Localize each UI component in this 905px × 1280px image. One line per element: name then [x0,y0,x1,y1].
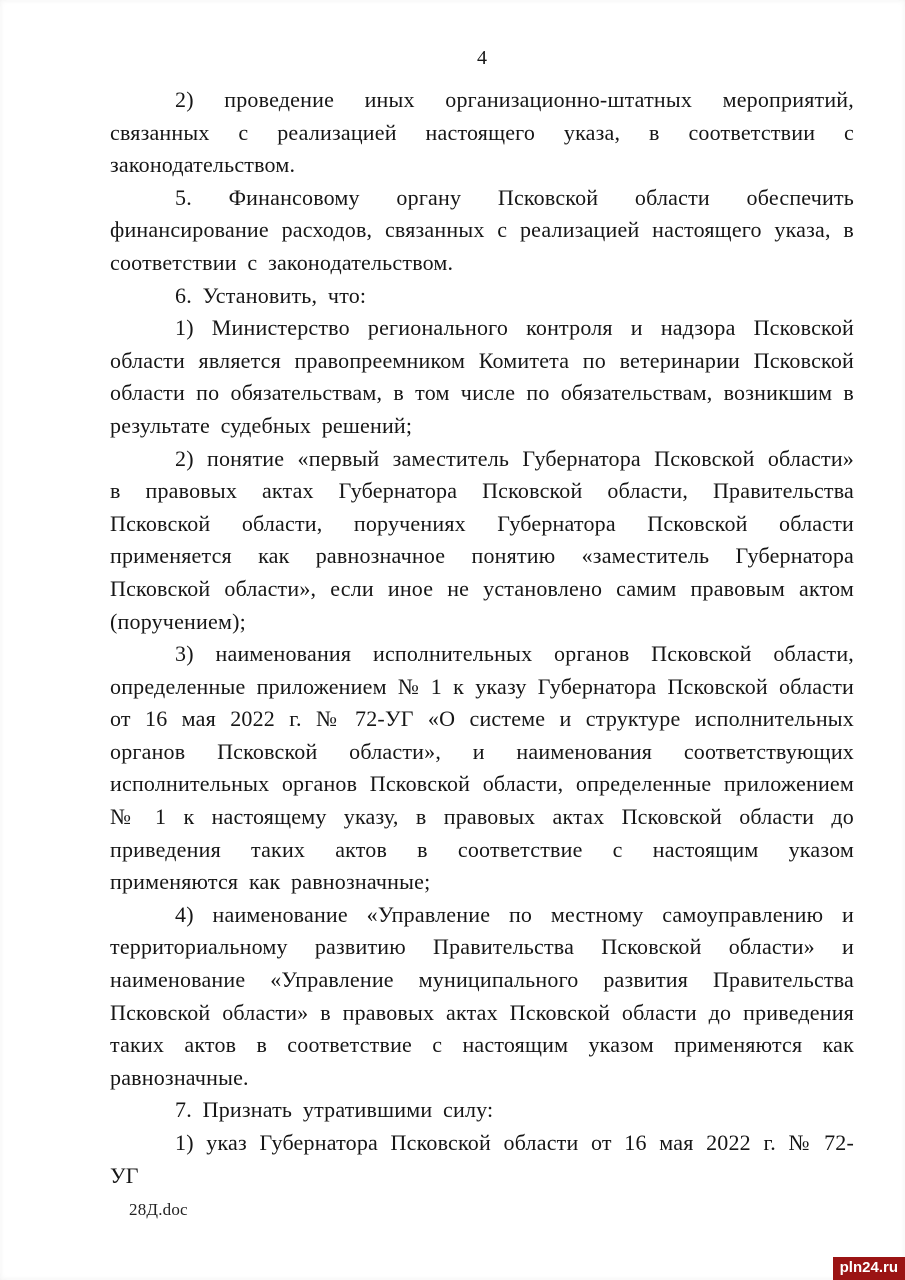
document-body [110,84,854,1192]
paragraph-subitem-3-executive-bodies: 3) наименования исполнительных органов Псковской области, определенные приложением № 1 к указу Губернатора Псковской области от 16 мая 2022 г. № 72-УГ «О системе и структуре исполнительных органов Псковской области», и наименования соответствующих исполнительных органов Псковской области, определенные приложением № 1 к настоящему указу, в правовых актах Псковской области до приведения таких актов в соответствие с настоящим указом применяются как равнозначные; [110,641,854,895]
paragraph-subitem-1-ministry: 1) Министерство регионального контроля и надзора Псковской области является правопреемником Комитета по ветеринарии Псковской области по обязательствам, в том числе по обязательствам, возникшим в результате судебных решений; [110,315,854,438]
paragraph-subitem-4-directorate: 4) наименование «Управление по местному самоуправлению и территориальному развитию Правительства Псковской области» и наименование «Управление муниципального развития Правительства Псковской области» в правовых актах Псковской области до приведения таких актов в соответствие с настоящим указом применяются как равнозначные. [110,901,854,1090]
page-number: 4 [477,47,487,69]
watermark-pln24: pln24.ru [833,1257,905,1280]
footer-filename: 28Д.doc [129,1200,188,1219]
paragraph-item-2-org-staff: 2) проведение иных организационно-штатных мероприятий, связанных с реализацией настоящего указа, в соответствии с законодательством. [110,87,854,178]
paragraph-point-6-establish: 6. Установить, что: [175,282,367,308]
paragraph-subitem-1-ukaz-72ug: 1) указ Губернатора Псковской области от 16 мая 2022 г. № 72-УГ [110,1130,854,1188]
paragraph-point-5-finance: 5. Финансовому органу Псковской области обеспечить финансирование расходов, связанных с реализацией настоящего указа, в соответствии с законодательством. [110,184,854,275]
paragraph-point-7-repeal: 7. Признать утратившими силу: [175,1097,494,1123]
paragraph-subitem-2-deputy-governor: 2) понятие «первый заместитель Губернатора Псковской области» в правовых актах Губернатора Псковской области, Правительства Псковской области, поручениях Губернатора Псковской области применяется как равнозначное понятию «заместитель Губернатора Псковской области», если иное не установлено самим правовым актом (поручением); [110,445,854,634]
